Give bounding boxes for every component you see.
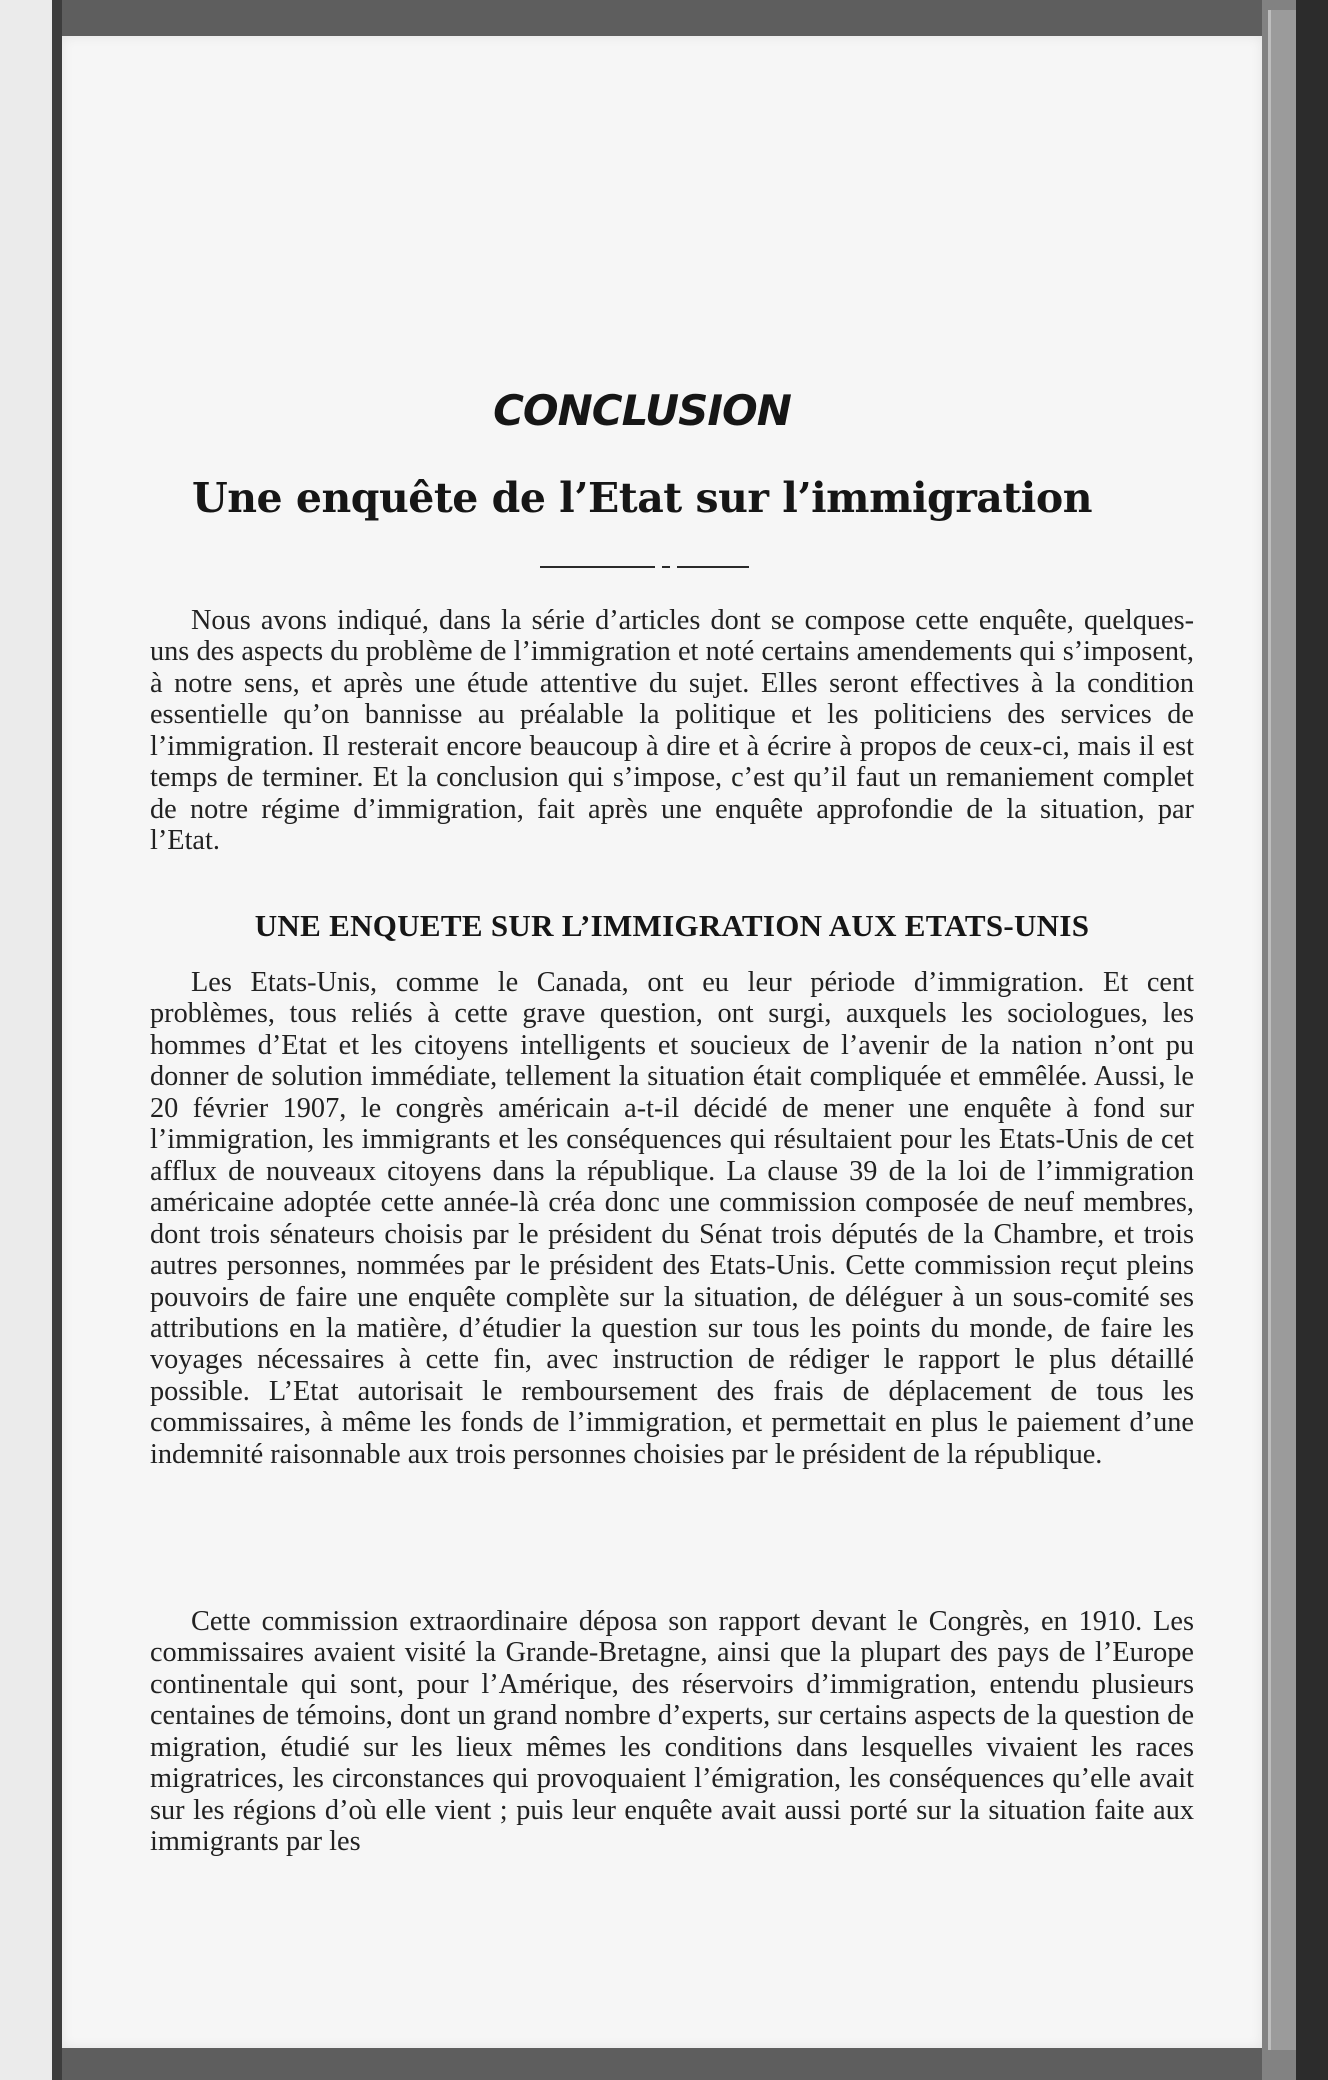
title-divider-rule — [662, 566, 670, 568]
paragraph-commission-report: Cette commission extraordinaire déposa son rapport devant le Congrès, en 1910. Les commissaires avaient visité la Grande-Bretagne, ainsi que la plupart des pays de l’Europe continentale qui sont, pour l’Amérique, des réservoirs d’immigration, entendu plusieurs centaines de témoins, dont un grand nombre d’experts, sur certains aspects de la question de migration, étudié sur les lieux mêmes les conditions dans lesquelles vivaient les races migratrices, les circonstances qui provoquaient l’émigration, les conséquences qu’elle avait sur les régions d’où elle vient ; puis leur enquête avait aussi porté sur la situation faite aux immigrants par les — [150, 1606, 1194, 1858]
left-page-edge — [0, 0, 52, 2080]
paragraph-intro: Nous avons indiqué, dans la série d’articles dont se compose cette enquête, quelques-uns des aspects du problème de l’immigration et noté certains amendements qui s’imposent, à notre sens, et après une étude attentive du sujet. Elles seront effectives à la condition essentielle qu’on bannisse au préalable la politique et les politiciens des services de l’immigration. Il resterait encore beaucoup à dire et à écrire à propos de ceux-ci, mais il est temps de terminer. Et la conclusion qui s’impose, c’est qu’il faut un remaniement complet de notre régime d’immigration, fait après une enquête approfondie de la situation, par l’Etat. — [150, 605, 1194, 857]
page-subtitle: Une enquête de l’Etat sur l’immigration — [191, 474, 1093, 522]
title-divider-rule — [540, 566, 655, 568]
binding-spine — [52, 0, 62, 2080]
document-page — [62, 36, 1262, 2048]
paragraph-us-inquiry: Les Etats-Unis, comme le Canada, ont eu leur période d’immigration. Et cent problèmes, tous reliés à cette grave question, ont surgi, auxquels les sociologues, les hommes d’Etat et les citoyens intelligents et soucieux de l’avenir de la nation n’ont pu donner de solution immédiate, tellement la situation était compliquée et emmêlée. Aussi, le 20 février 1907, le congrès américain a-t-il décidé de mener une enquête à fond sur l’immigration, les immigrants et les conséquences qui résultaient pour les Etats-Unis de cet afflux de nouveaux citoyens dans la république. La clause 39 de la loi de l’immigration américaine adoptée cette année-là créa donc une commission composée de neuf membres, dont trois sénateurs choisis par le président du Sénat trois députés de la Chambre, et trois autres personnes, nommées par le président des Etats-Unis. Cette commission reçut pleins pouvoirs de faire une enquête complète sur la situation, de déléguer à un sous-comité ses attributions en la matière, d’étudier la question sur tous les points du monde, de faire les voyages nécessaires à cette fin, avec instruction de rédiger le rapport le plus détaillé possible. L’Etat autorisait le remboursement des frais de déplacement de tous les commissaires, à même les fonds de l’immigration, et permettait en plus le paiement d’une indemnité raisonnable aux trois personnes choisies par le président de la république. — [150, 967, 1194, 1470]
right-cover-edge — [1296, 0, 1328, 2080]
section-heading: UNE ENQUETE SUR L’IMMIGRATION AUX ETATS-UNIS — [254, 908, 1090, 943]
page-title: CONCLUSION — [493, 386, 791, 435]
title-divider-rule — [677, 566, 749, 568]
